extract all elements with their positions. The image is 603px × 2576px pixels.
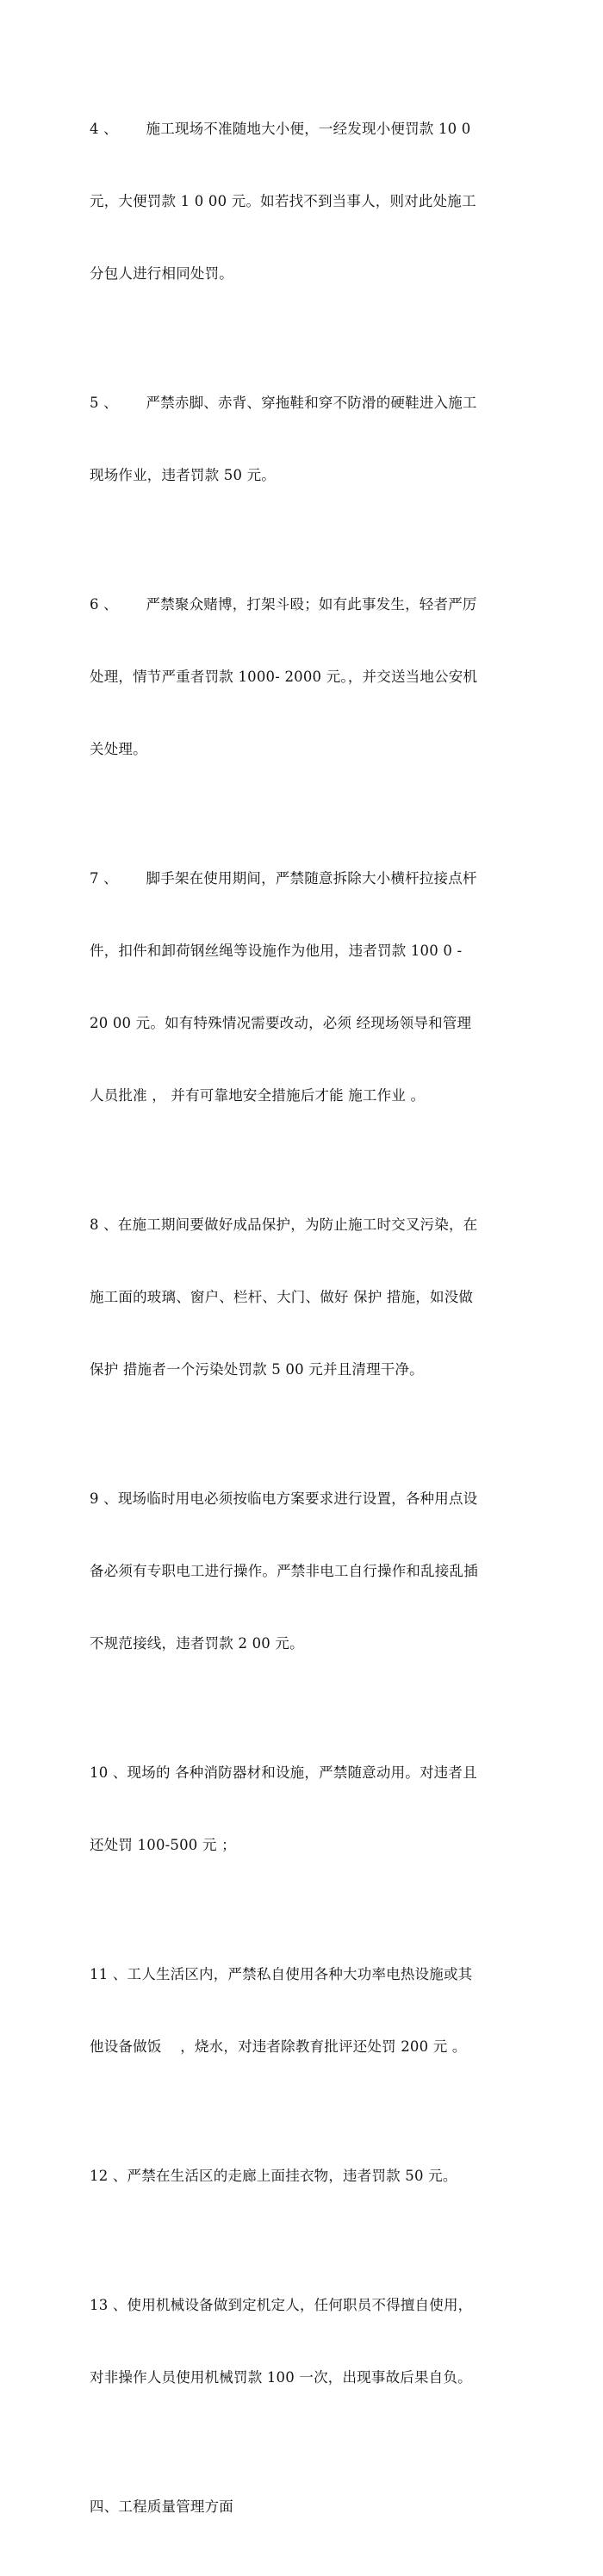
text-line: 关处理。 <box>90 741 147 757</box>
text-line: 12 、严禁在生活区的走廊上面挂衣物，违者罚款 50 元。 <box>90 2168 457 2184</box>
paragraph-item-7 <box>90 818 517 1156</box>
paragraph-item-8 <box>90 1165 517 1430</box>
text-line: 4 、 施工现场不准随地大小便，一经发现小便罚款 10 0 <box>90 121 471 137</box>
text-line: 20 00 元。如有特殊情况需要改动，必须 经现场领导和管理 <box>90 1015 472 1031</box>
document-body <box>90 69 517 2576</box>
paragraph-item-5 <box>90 343 517 536</box>
text-line: 施工面的玻璃、窗户、栏杆、大门、做好 保护 措施，如没做 <box>90 1289 474 1305</box>
paragraph-item-13 <box>90 2245 517 2438</box>
text-line: 10 、现场的 各种消防器材和设施，严禁随意动用。对违者且 <box>90 1764 477 1781</box>
text-line: 9 、现场临时用电必须按临电方案要求进行设置，各种用点设 <box>90 1490 478 1507</box>
text-line: 元，大便罚款 1 0 00 元。如若找不到当事人，则对此处施工 <box>90 193 476 209</box>
text-line: 不规范接线，违者罚款 2 00 元。 <box>90 1635 304 1652</box>
text-line: 13 、使用机械设备做到定机定人，任何职员不得擅自使用， <box>90 2297 473 2313</box>
text-line: 件，扣件和卸荷钢丝绳等设施作为他用，违者罚款 100 0 - <box>90 943 463 959</box>
section-heading <box>90 2447 517 2567</box>
text-line: 分包人进行相同处罚。 <box>90 265 233 282</box>
paragraph-item-6 <box>90 544 517 810</box>
paragraph-item-9 <box>90 1439 517 1704</box>
text-line: 四、工程质量管理方面 <box>90 2498 233 2515</box>
text-line: 处理，情节严重者罚款 1000- 2000 元。，并交送当地公安机 <box>90 669 478 685</box>
text-line: 8 、在施工期间要做好成品保护，为防止施工时交叉污染，在 <box>90 1216 478 1233</box>
paragraph-item-12 <box>90 2116 517 2237</box>
paragraph-item-4 <box>90 69 517 334</box>
text-line: 现场作业，违者罚款 50 元。 <box>90 467 276 483</box>
text-line: 5 、 严禁赤脚、赤背、穿拖鞋和穿不防滑的硬鞋进入施工 <box>90 395 477 411</box>
paragraph-item-11 <box>90 1914 517 2107</box>
text-line: 11 、工人生活区内，严禁私自使用各种大功率电热设施或其 <box>90 1966 473 1982</box>
text-line: 6 、 严禁聚众赌博，打架斗殴；如有此事发生，轻者严厉 <box>90 596 477 613</box>
text-line: 还处罚 100-500 元 ； <box>90 1837 236 1853</box>
paragraph-item-10 <box>90 1713 517 1906</box>
text-line: 保护 措施者一个污染处罚款 5 00 元并且清理干净。 <box>90 1361 424 1378</box>
text-line: 备必须有专职电工进行操作。严禁非电工自行操作和乱接乱插 <box>90 1563 478 1579</box>
text-line: 对非操作人员使用机械罚款 100 一次，出现事故后果自负。 <box>90 2369 472 2386</box>
text-line: 7 、 脚手架在使用期间，严禁随意拆除大小横杆拉接点杆 <box>90 870 477 887</box>
text-line: 人员批准 ， 并有可靠地安全措施后才能 施工作业 。 <box>90 1087 426 1104</box>
text-line: 他设备做饭 ，烧水，对违者除教育批评还处罚 200 元 。 <box>90 2038 467 2055</box>
